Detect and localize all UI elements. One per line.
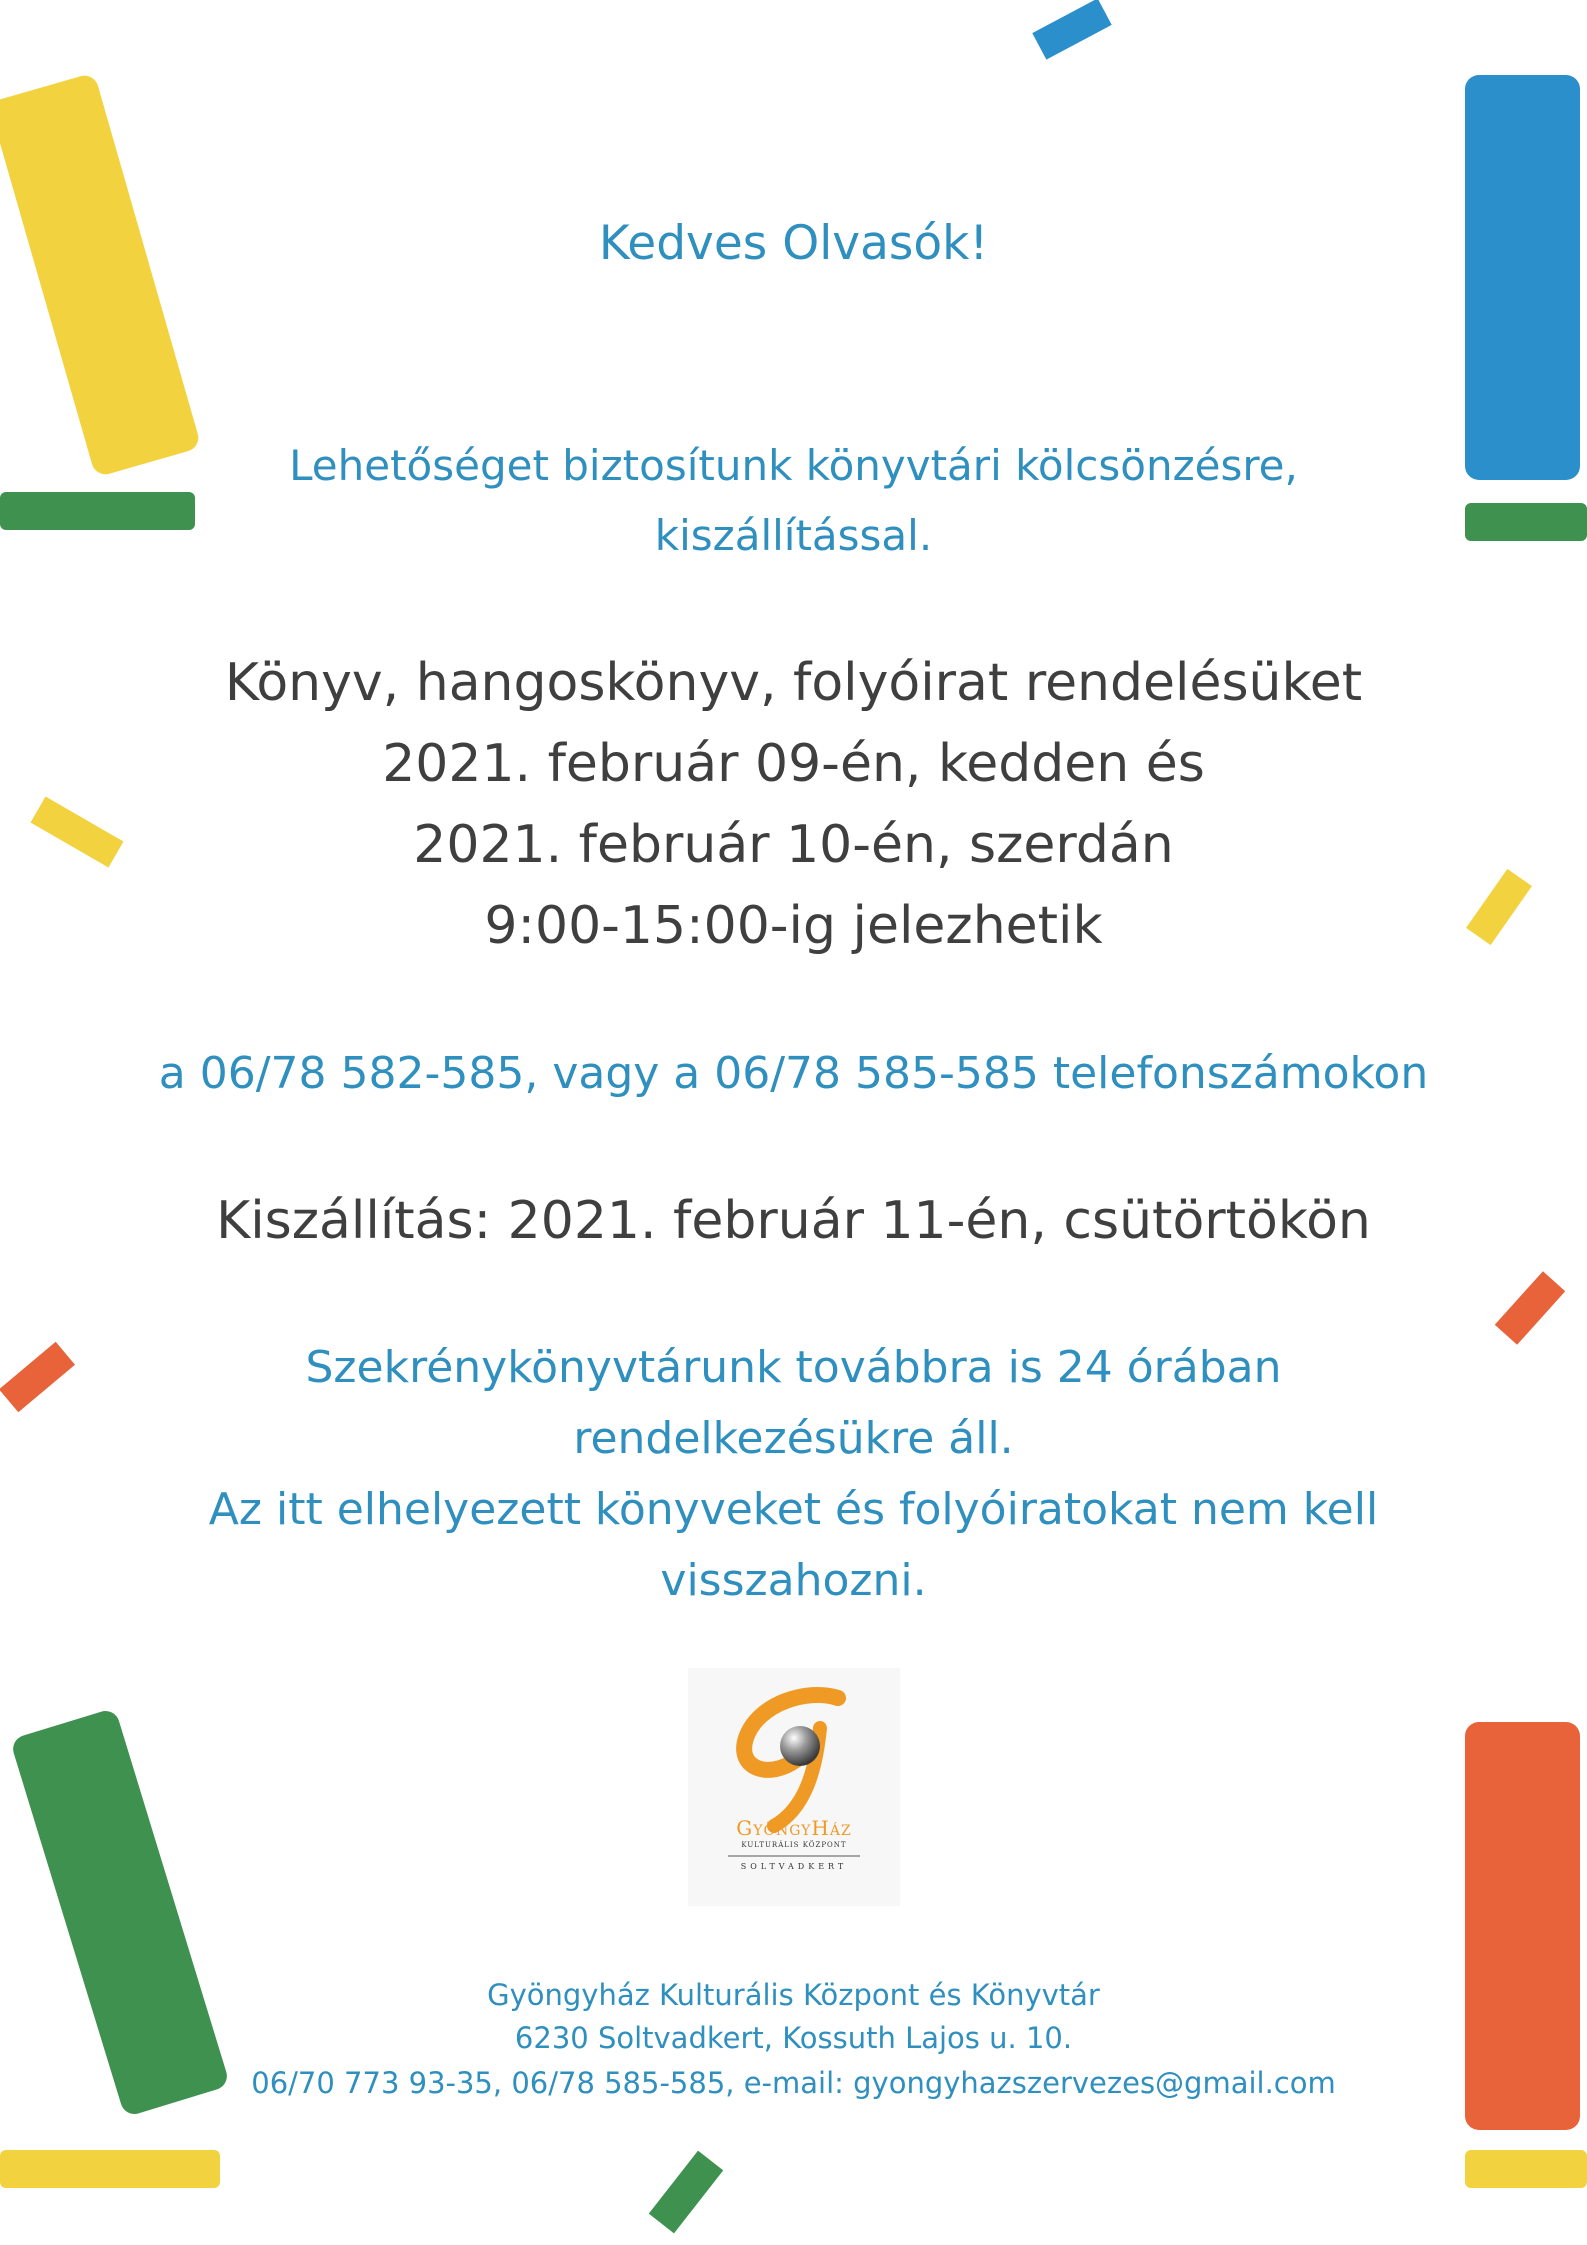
decor-yellow-strip-bottom-right bbox=[1465, 2150, 1587, 2188]
logo-subtitle: KULTURÁLIS KÖZPONT bbox=[741, 1841, 847, 1849]
logo-name: GyöngyHáz bbox=[736, 1816, 852, 1840]
decor-green-tilt-bottom bbox=[649, 2151, 723, 2234]
footer-organization: Gyöngyház Kulturális Központ és Könyvtár bbox=[487, 1978, 1100, 2012]
delivery-date: Kiszállítás: 2021. február 11-én, csütörtökön bbox=[216, 1191, 1371, 1251]
order-line-1: Könyv, hangoskönyv, folyóirat rendelésüket bbox=[224, 653, 1363, 713]
decor-yellow-bar-top-left bbox=[0, 72, 202, 477]
cabinet-line-4: visszahozni. bbox=[660, 1555, 927, 1606]
cabinet-line-2: rendelkezésükre áll. bbox=[573, 1413, 1014, 1464]
order-line-4: 9:00-15:00-ig jelezhetik bbox=[484, 896, 1103, 956]
intro-line-1: Lehetőséget biztosítunk könyvtári kölcsönzésre, bbox=[289, 441, 1298, 490]
phone-numbers: a 06/78 582-585, vagy a 06/78 585-585 telefonszámokon bbox=[158, 1048, 1429, 1099]
intro-line-2: kiszállítással. bbox=[654, 511, 933, 560]
page-heading: Kedves Olvasók! bbox=[598, 216, 989, 271]
footer-address: 6230 Soltvadkert, Kossuth Lajos u. 10. bbox=[514, 2021, 1073, 2055]
order-line-3: 2021. február 10-én, szerdán bbox=[413, 815, 1174, 875]
decor-orange-tilt-right bbox=[1495, 1271, 1565, 1345]
order-line-2: 2021. február 09-én, kedden és bbox=[382, 734, 1205, 794]
decor-blue-tilt-top bbox=[1032, 0, 1111, 60]
cabinet-line-1: Szekrénykönyvtárunk továbbra is 24 órában bbox=[305, 1342, 1282, 1393]
decor-yellow-strip-bottom-left bbox=[0, 2150, 220, 2188]
logo-city: SOLTVADKERT bbox=[740, 1862, 848, 1871]
gyongyhaz-logo bbox=[688, 1668, 900, 1906]
cabinet-line-3: Az itt elhelyezett könyveket és folyóiratokat nem kell bbox=[208, 1484, 1379, 1535]
decor-blue-bar-top-right bbox=[1465, 75, 1580, 480]
footer-contact: 06/70 773 93-35, 06/78 585-585, e-mail: gyongyhazszervezes@gmail.com bbox=[251, 2066, 1336, 2100]
